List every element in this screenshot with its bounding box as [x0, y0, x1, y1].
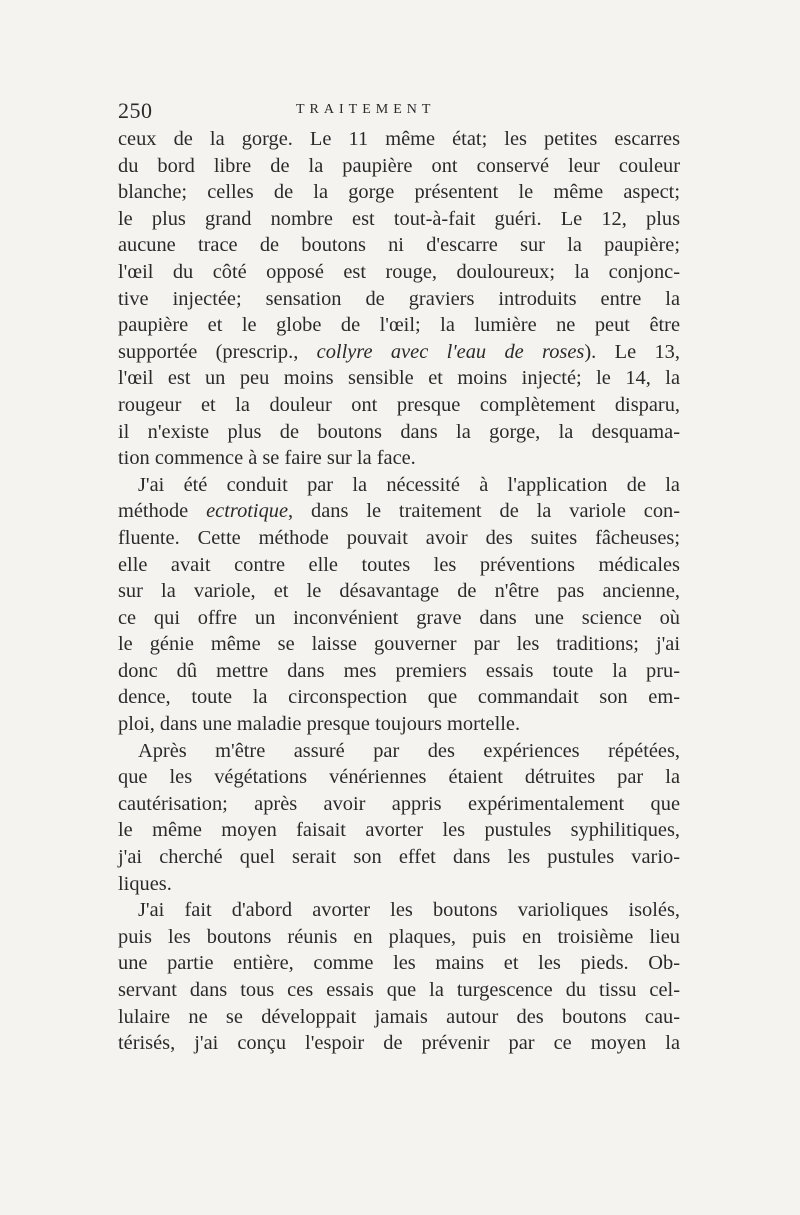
- text-line: elle avait contre elle toutes les préventions médicales: [118, 553, 680, 576]
- text-line: aucune trace de boutons ni d'escarre sur la paupière;: [118, 234, 680, 257]
- text-line: tive injectée; sensation de graviers introduits entre la: [118, 287, 680, 310]
- body-text: [118, 126, 680, 1057]
- text-line: l'œil du côté opposé est rouge, douloureux; la conjonc-: [118, 260, 680, 283]
- text-line: ceux de la gorge. Le 11 même état; les petites escarres: [118, 128, 680, 150]
- text-line: supportée (prescrip., collyre avec l'eau de roses). Le 13,: [118, 340, 680, 363]
- text-line: servant dans tous ces essais que la turgescence du tissu cel-: [118, 979, 680, 1001]
- running-head: TRAITEMENT: [296, 102, 436, 117]
- paragraph: [118, 126, 680, 472]
- text-line: liques.: [118, 872, 172, 895]
- text-line: J'ai fait d'abord avorter les boutons varioliques isolés,: [138, 899, 680, 922]
- text-line: le plus grand nombre est tout-à-fait guéri. Le 12, plus: [118, 207, 680, 230]
- text-line: térisés, j'ai conçu l'espoir de prévenir par ce moyen la: [118, 1032, 680, 1055]
- text-line: sur la variole, et le désavantage de n'être pas ancienne,: [118, 580, 680, 603]
- text-line: l'œil est un peu moins sensible et moins injecté; le 14, la: [118, 367, 680, 390]
- text-line: cautérisation; après avoir appris expérimentalement que: [118, 792, 680, 815]
- paragraph: [118, 738, 680, 898]
- text-line: blanche; celles de la gorge présentent le même aspect;: [118, 181, 680, 204]
- text-line: méthode ectrotique, dans le traitement de la variole con-: [118, 500, 681, 523]
- text-line: J'ai été conduit par la nécessité à l'application de la: [138, 473, 680, 496]
- text-line: il n'existe plus de boutons dans la gorge, la desquama-: [118, 420, 680, 443]
- page-number: 250: [118, 98, 153, 123]
- text-line: Après m'être assuré par des expériences répétées,: [138, 739, 680, 762]
- text-line: donc dû mettre dans mes premiers essais toute la pru-: [118, 659, 680, 682]
- text-line: le génie même se laisse gouverner par les traditions; j'ai: [118, 633, 680, 656]
- text-line: ce qui offre un inconvénient grave dans une science où: [118, 606, 680, 629]
- paragraph: [118, 897, 680, 1057]
- text-line: paupière et le globe de l'œil; la lumière ne peut être: [118, 314, 680, 337]
- text-line: j'ai cherché quel serait son effet dans les pustules vario-: [118, 846, 680, 869]
- text-line: du bord libre de la paupière ont conservé leur couleur: [118, 154, 680, 177]
- text-line: fluente. Cette méthode pouvait avoir des suites fâcheuses;: [118, 526, 680, 549]
- page-header: [118, 98, 678, 128]
- text-line: que les végétations vénériennes étaient détruites par la: [118, 766, 680, 789]
- text-line: une partie entière, comme les mains et les pieds. Ob-: [118, 952, 680, 975]
- text-line: dence, toute la circonspection que commandait son em-: [118, 686, 680, 709]
- text-line: tion commence à se faire sur la face.: [118, 447, 416, 470]
- text-line: ploi, dans une maladie presque toujours mortelle.: [118, 713, 521, 736]
- text-line: puis les boutons réunis en plaques, puis en troisième lieu: [118, 925, 680, 948]
- text-line: rougeur et la douleur ont presque complètement disparu,: [118, 393, 680, 416]
- text-line: le même moyen faisait avorter les pustules syphilitiques,: [118, 819, 680, 842]
- text-line: lulaire ne se développait jamais autour des boutons cau-: [118, 1005, 680, 1028]
- paragraph: [118, 472, 680, 738]
